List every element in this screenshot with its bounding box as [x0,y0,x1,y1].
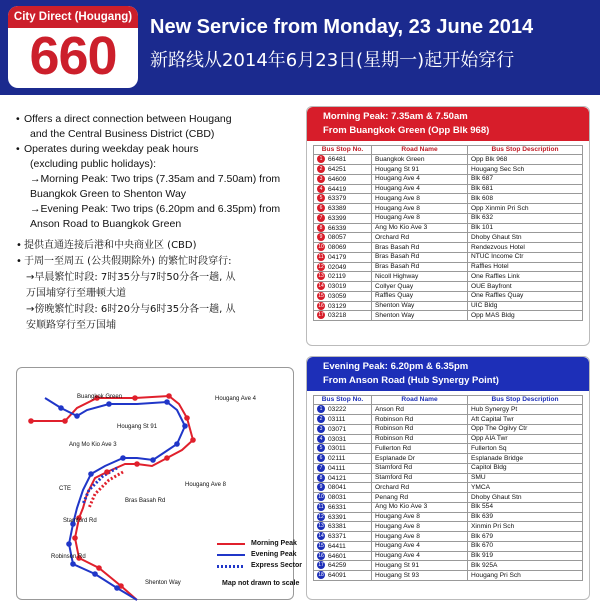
stop-number-badge: 1 [317,405,325,413]
legend-evening-label: Evening Peak [251,551,297,558]
table-row [314,473,583,483]
map-label-bras-basah: Bras Basah Rd [125,498,166,504]
table-row [314,252,583,262]
stop-description-cell: Opp AIA Twr [468,434,583,444]
stop-number-badge: 13 [318,273,324,280]
stop-description-cell: Dhoby Ghaut Stn [468,233,583,243]
road-name-cell: Hougang Ave 8 [372,204,468,214]
info-line: →早晨繁忙时段: 7时35分与7时50分各一趟, 从 [26,272,236,283]
stop-code: 63379 [328,195,347,203]
stop-code-cell [314,311,372,321]
map-label-ang-mo-kio: Ang Mo Kio Ave 3 [69,442,117,448]
morning-route-line [31,396,193,600]
morning-stop-marker [164,455,170,461]
stop-description-cell: Blk 925A [468,561,583,571]
info-line: Buangkok Green to Shenton Way [30,188,187,200]
stop-code-cell [314,512,372,522]
stop-code: 63389 [328,204,347,212]
stop-description-cell: Opp MAS Bldg [468,311,583,321]
table-row [314,405,583,415]
stop-code-cell [314,291,372,301]
morning-peak-panel [306,106,590,346]
table-row [314,571,583,581]
table-row [314,512,583,522]
column-header: Bus Stop Description [468,146,583,155]
road-name-cell: Bras Basah Rd [372,252,468,262]
stop-description-cell: Aft Capital Twr [468,415,583,425]
road-name-cell: Fullerton Rd [372,444,468,454]
morning-peak-title: Morning Peak: 7.35am & 7.50am [323,111,468,122]
stop-code-cell [314,174,372,184]
road-name-cell: Penang Rd [372,493,468,503]
evening-stop-marker [106,401,112,407]
info-line: and the Central Business District (CBD) [30,128,215,140]
evening-peak-header [307,357,589,391]
column-header: Bus Stop No. [314,146,372,155]
morning-stop-marker [62,418,68,424]
stop-code-cell [314,502,372,512]
stop-description-cell: Blk 632 [468,213,583,223]
stop-code: 04121 [328,474,347,482]
evening-stop-marker [66,541,72,547]
stop-description-cell: Hougang Sec Sch [468,165,583,175]
map-scale-note: Map not drawn to scale [222,580,300,587]
stop-code: 63381 [328,523,347,531]
stop-description-cell: Blk 101 [468,223,583,233]
stop-number-badge: 7 [317,464,325,472]
stop-code-cell [314,444,372,454]
info-line: • 提供直通连接后港和中央商业区 (CBD) [16,238,298,254]
evening-stop-marker [164,399,170,405]
table-row [314,551,583,561]
header-banner [0,0,600,95]
stop-number-badge: 2 [317,415,325,423]
table-row [314,463,583,473]
road-name-cell: Stamford Rd [372,463,468,473]
stop-number-badge: 9 [317,483,325,491]
road-name-cell: Hougang St 93 [372,571,468,581]
stop-code: 03218 [328,312,347,320]
stop-code: 03129 [328,302,347,310]
column-header: Bus Stop Description [468,396,583,405]
stop-code: 66339 [328,224,347,232]
table-row [314,233,583,243]
stop-code: 08057 [328,234,347,242]
stop-description-cell: Opp Xinmin Pri Sch [468,204,583,214]
stop-code: 66331 [328,503,347,511]
road-name-cell: Orchard Rd [372,483,468,493]
stop-description-cell: Esplanade Bridge [468,454,583,464]
stop-number-badge: 17 [318,562,324,569]
stop-code-cell [314,405,372,415]
map-label-hougang-ave8: Hougang Ave 8 [185,482,226,488]
stop-markers [28,393,196,591]
stop-description-cell: Blk 608 [468,194,583,204]
morning-stop-marker [184,415,190,421]
stop-number-badge: 10 [318,494,324,501]
stop-number-badge: 16 [318,552,324,559]
table-row [314,223,583,233]
stop-code-cell [314,463,372,473]
road-name-cell: Hougang Ave 4 [372,174,468,184]
road-name-cell: Hougang Ave 4 [372,551,468,561]
stop-number-badge: 12 [318,263,324,270]
stop-code-cell [314,233,372,243]
table-row [314,165,583,175]
evening-stop-marker [174,441,180,447]
table-row [314,502,583,512]
table-row [314,272,583,282]
stop-code-cell [314,223,372,233]
stop-code: 03222 [328,406,347,414]
stop-code-cell [314,454,372,464]
info-line: →Morning Peak: Two trips (7.35am and 7.50am) from [30,173,281,185]
stop-code-cell [314,252,372,262]
stop-number-badge: 10 [318,244,324,251]
stop-number-badge: 14 [318,283,324,290]
evening-stop-marker [92,571,98,577]
map-label-hougang-st91: Hougang St 91 [117,424,158,430]
info-line: (excluding public holidays): [30,158,157,170]
table-row [314,541,583,551]
morning-peak-origin: From Buangkok Green (Opp Blk 968) [323,125,490,136]
column-header: Bus Stop No. [314,396,372,405]
morning-stop-marker [190,437,196,443]
stop-description-cell: YMCA [468,483,583,493]
stop-code: 04179 [328,253,347,261]
table-row [314,282,583,292]
stop-code: 64601 [328,552,347,560]
stop-code-cell [314,262,372,272]
info-line: 安顺路穿行至万国埔 [26,320,116,331]
table-row [314,262,583,272]
stop-number-badge: 16 [318,302,324,309]
info-line: 万国埔穿行至珊顿大道 [26,288,126,299]
stop-description-cell: Xinmin Pri Sch [468,522,583,532]
road-name-cell: Ang Mo Kio Ave 3 [372,502,468,512]
stop-code: 04111 [328,464,346,472]
legend-morning-label: Morning Peak [251,540,297,547]
stop-code: 66481 [328,156,347,164]
stop-code: 03071 [328,425,347,433]
stop-code: 08041 [328,484,347,492]
stop-number-badge: 15 [318,542,324,549]
info-line: →Evening Peak: Two trips (6.20pm and 6.35pm) from [30,203,281,215]
map-label-stamford: Stamford Rd [63,518,97,524]
stop-number-badge: 14 [318,533,324,540]
table-row [314,532,583,542]
stop-code: 64419 [328,185,347,193]
stop-code-cell [314,571,372,581]
stop-code-cell [314,155,372,165]
stop-number-badge: 12 [318,513,324,520]
road-name-cell: Stamford Rd [372,473,468,483]
stop-code: 03111 [328,415,346,423]
title-chinese: 新路线从2014年6月23日(星期一)起开始穿行 [150,50,515,71]
evening-stop-marker [114,585,120,591]
road-name-cell: Bras Basah Rd [372,262,468,272]
road-name-cell: Nicoll Highway [372,272,468,282]
table-row [314,311,583,321]
stop-code: 63391 [328,513,347,521]
stop-description-cell: Opp The Ogilvy Ctr [468,424,583,434]
stop-number-badge: 4 [317,435,325,443]
table-row [314,291,583,301]
road-name-cell: Robinson Rd [372,424,468,434]
column-header: Road Name [372,396,468,405]
road-name-cell: Hougang Ave 8 [372,532,468,542]
info-line: Anson Road to Buangkok Green [30,218,182,230]
stop-code: 64091 [328,571,347,579]
stop-number-badge: 6 [317,454,325,462]
road-name-cell: Hougang Ave 8 [372,522,468,532]
stop-code-cell [314,483,372,493]
table-row [314,204,583,214]
legend-express-swatch [217,565,245,568]
stop-code: 02111 [328,454,346,462]
express-sector-line-2 [89,472,123,508]
stop-number-badge: 8 [317,474,325,482]
stop-code: 02119 [328,273,346,281]
stop-code-cell [314,551,372,561]
stop-code: 02049 [328,263,347,271]
info-line: • Operates during weekday peak hours [16,142,298,157]
stop-code: 03031 [328,435,347,443]
stop-description-cell: Rendezvous Hotel [468,243,583,253]
table-row [314,213,583,223]
stop-description-cell: Blk 687 [468,174,583,184]
road-name-cell: Raffles Quay [372,291,468,301]
road-name-cell: Shenton Way [372,301,468,311]
road-name-cell: Esplanade Dr [372,454,468,464]
stop-number-badge: 2 [317,165,325,173]
stop-code-cell [314,282,372,292]
service-info [16,112,298,334]
stop-number-badge: 18 [318,572,324,579]
title-english: New Service from Monday, 23 June 2014 [150,16,534,38]
stop-number-badge: 8 [317,224,325,232]
table-row [314,424,583,434]
table-row [314,434,583,444]
stop-code: 63399 [328,214,347,222]
express-sector-line [83,468,117,504]
route-number: 660 [29,26,117,86]
stop-number-badge: 11 [318,253,324,260]
column-header: Road Name [372,146,468,155]
stop-code: 64411 [328,542,346,550]
stop-description-cell: NTUC Income Ctr [468,252,583,262]
road-name-cell: Hougang Ave 8 [372,213,468,223]
evening-stops-table [313,395,583,581]
stop-description-cell: Dhoby Ghaut Stn [468,493,583,503]
table-row [314,493,583,503]
morning-stop-marker [28,418,34,424]
road-name-cell: Robinson Rd [372,415,468,425]
stop-number-badge: 11 [318,503,324,510]
road-name-cell: Orchard Rd [372,233,468,243]
stop-code: 08031 [328,493,347,501]
legend-morning-swatch [217,543,245,545]
road-name-cell: Ang Mo Kio Ave 3 [372,223,468,233]
stop-code-cell [314,522,372,532]
road-name-cell: Hougang Ave 4 [372,541,468,551]
legend-evening [217,549,302,560]
stop-description-cell: Raffles Hotel [468,262,583,272]
map-legend [217,538,302,571]
route-badge [8,6,138,88]
stop-code-cell [314,272,372,282]
morning-stop-marker [104,469,110,475]
evening-stop-marker [182,423,188,429]
road-name-cell: Hougang Ave 8 [372,512,468,522]
stop-code-cell [314,243,372,253]
road-name-cell: Shenton Way [372,311,468,321]
stop-code-cell [314,532,372,542]
morning-stops-table [313,145,583,321]
legend-evening-swatch [217,554,245,556]
road-name-cell: Anson Rd [372,405,468,415]
stop-number-badge: 5 [317,444,325,452]
stop-code: 03011 [328,445,346,453]
morning-stop-marker [134,461,140,467]
stop-number-badge: 4 [317,185,325,193]
stop-number-badge: 13 [318,523,324,530]
stop-number-badge: 6 [317,204,325,212]
stop-number-badge: 1 [317,155,325,163]
table-row [314,155,583,165]
road-name-cell: Hougang Ave 4 [372,184,468,194]
stop-number-badge: 15 [318,292,324,299]
stop-description-cell: SMU [468,473,583,483]
stop-description-cell: Fullerton Sq [468,444,583,454]
stop-description-cell: Blk 681 [468,184,583,194]
stop-description-cell: OUE Bayfront [468,282,583,292]
stop-code: 03019 [328,282,347,290]
evening-stop-marker [70,561,76,567]
evening-peak-panel [306,356,590,600]
table-row [314,174,583,184]
morning-stop-marker [166,393,172,399]
stop-number-badge: 17 [318,312,324,319]
morning-peak-header [307,107,589,141]
road-name-cell: Hougang St 91 [372,561,468,571]
evening-stop-marker [120,455,126,461]
evening-stop-marker [58,405,64,411]
stop-code-cell [314,493,372,503]
table-row [314,444,583,454]
stop-description-cell: Opp Blk 968 [468,155,583,165]
morning-stop-marker [96,565,102,571]
map-label-buangkok-green: Buangkok Green [77,394,123,400]
stop-number-badge: 3 [317,425,325,433]
stop-description-cell: One Raffles Link [468,272,583,282]
legend-morning [217,538,302,549]
info-line: • Offers a direct connection between Hougang [16,112,298,127]
stop-code: 64251 [328,165,347,173]
stop-code-cell [314,165,372,175]
road-name-cell: Bras Basah Rd [372,243,468,253]
stop-description-cell: One Raffles Quay [468,291,583,301]
stop-number-badge: 3 [317,175,325,183]
info-line: • 于周一至周五 (公共假期除外) 的繁忙时段穿行: [16,254,298,270]
stop-description-cell: Hub Synergy Pt [468,405,583,415]
table-row [314,184,583,194]
stop-code-cell [314,184,372,194]
table-row [314,454,583,464]
map-label-cte: CTE [59,486,71,492]
stop-code: 64259 [328,562,347,570]
stop-description-cell: Blk 919 [468,551,583,561]
stop-code: 64609 [328,175,347,183]
road-name-cell: Robinson Rd [372,434,468,444]
stop-description-cell: Blk 554 [468,502,583,512]
legend-express [217,560,302,571]
stop-code-cell [314,204,372,214]
map-label-robinson: Robinson Rd [51,554,86,560]
table-row [314,483,583,493]
stop-code: 63371 [328,532,347,540]
table-row [314,522,583,532]
stop-description-cell: UIC Bldg [468,301,583,311]
stop-code-cell [314,213,372,223]
evening-stop-marker [74,413,80,419]
stop-code-cell [314,415,372,425]
stop-description-cell: Blk 670 [468,541,583,551]
stop-code: 08069 [328,243,347,251]
info-line: →傍晚繁忙时段: 6时20分与6时35分各一趟, 从 [26,304,236,315]
road-name-cell: Hougang Ave 8 [372,194,468,204]
stop-description-cell: Hougang Pri Sch [468,571,583,581]
stop-description-cell: Blk 639 [468,512,583,522]
road-name-cell: Hougang St 91 [372,165,468,175]
stop-number-badge: 7 [317,214,325,222]
stop-code-cell [314,541,372,551]
table-row [314,301,583,311]
stop-number-badge: 9 [317,233,325,241]
evening-stop-marker [88,471,94,477]
table-row [314,415,583,425]
stop-code-cell [314,424,372,434]
table-row [314,194,583,204]
stop-code-cell [314,434,372,444]
stop-code-cell [314,194,372,204]
stop-number-badge: 5 [317,194,325,202]
map-label-hougang-ave4: Hougang Ave 4 [215,396,256,402]
stop-code-cell [314,473,372,483]
stop-description-cell: Capitol Bldg [468,463,583,473]
evening-stop-marker [150,457,156,463]
legend-express-label: Express Sector [251,562,302,569]
table-row [314,243,583,253]
morning-stop-marker [132,395,138,401]
stop-description-cell: Blk 679 [468,532,583,542]
route-label: City Direct (Hougang) [8,6,138,28]
morning-stop-marker [72,535,78,541]
evening-peak-origin: From Anson Road (Hub Synergy Point) [323,375,499,386]
road-name-cell: Buangkok Green [372,155,468,165]
stop-code: 03059 [328,292,347,300]
stop-code-cell [314,561,372,571]
road-name-cell: Collyer Quay [372,282,468,292]
table-row [314,561,583,571]
map-label-shenton: Shenton Way [145,580,181,586]
stop-code-cell [314,301,372,311]
evening-peak-title: Evening Peak: 6.20pm & 6.35pm [323,361,469,372]
route-map [16,367,302,600]
